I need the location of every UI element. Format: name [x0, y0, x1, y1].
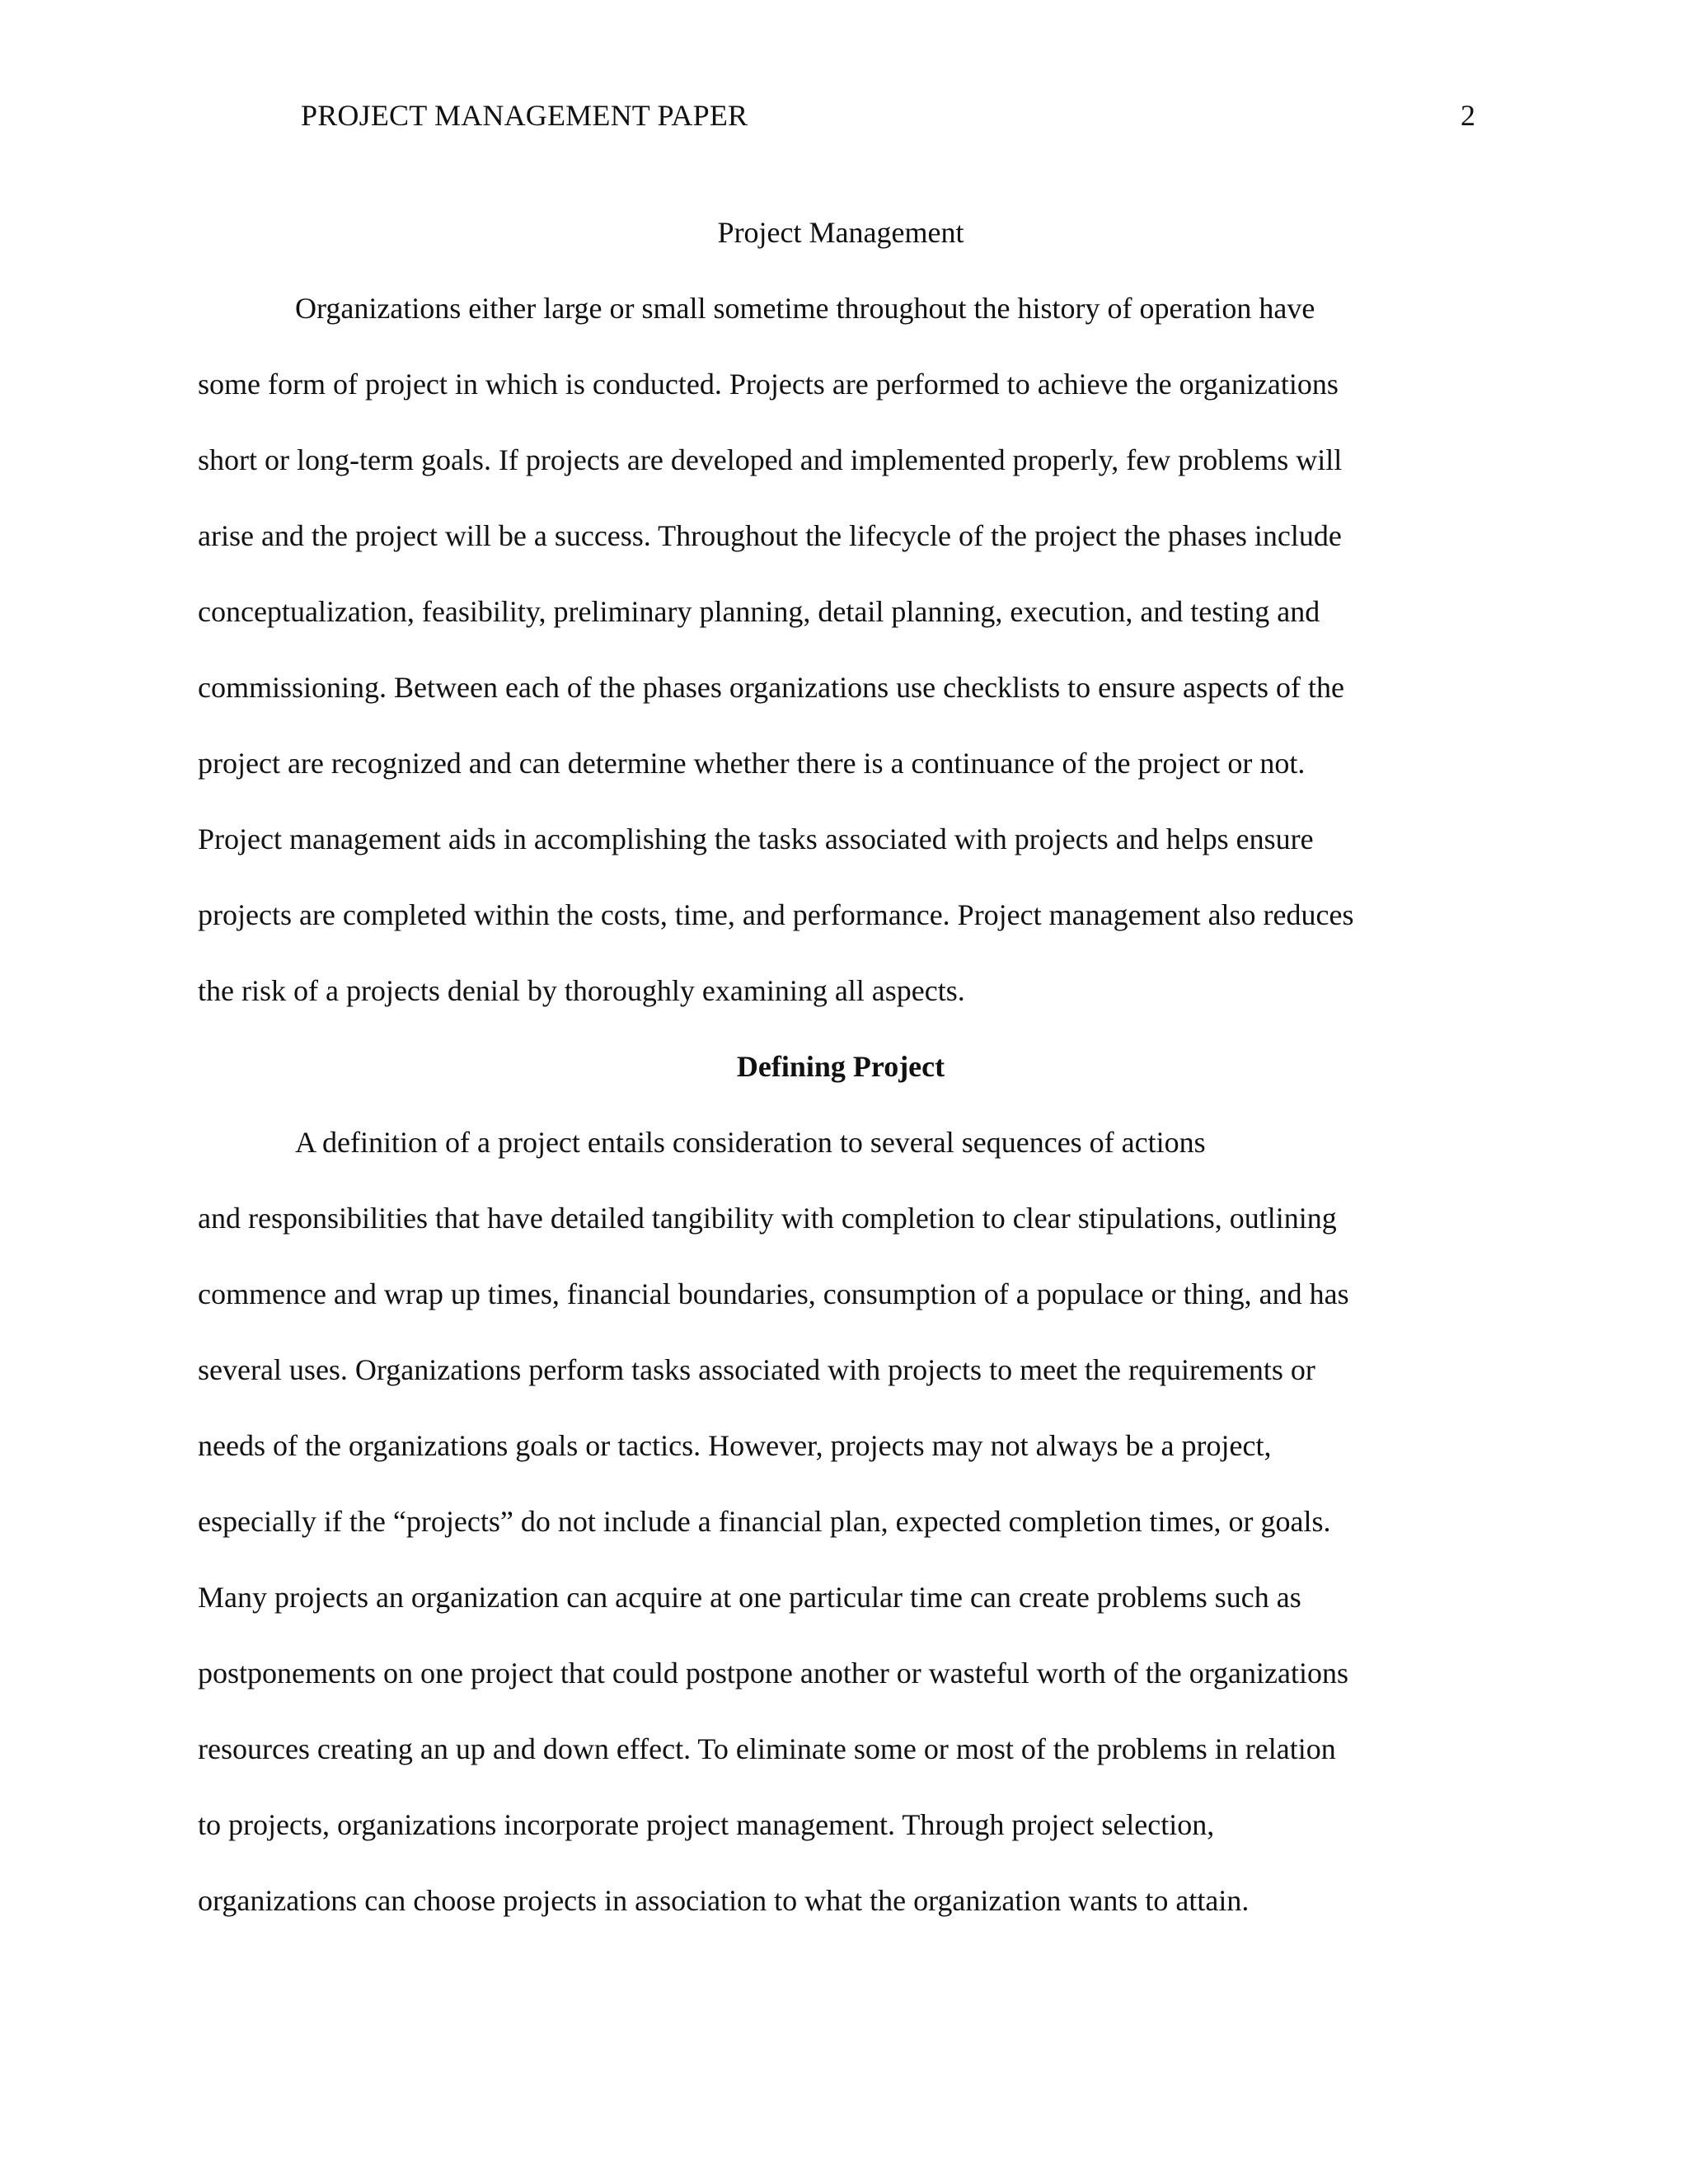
paragraph-line: arise and the project will be a success. Throughout the lifecycle of the project the phases include — [198, 519, 1342, 552]
paragraph-definition — [198, 1104, 1484, 1938]
document-title: Project Management — [717, 216, 964, 249]
paragraph-line: especially if the “projects” do not include a financial plan, expected completion times, or goals. — [198, 1505, 1331, 1538]
paragraph-line: conceptualization, feasibility, preliminary planning, detail planning, execution, and testing and — [198, 595, 1320, 628]
paragraph-line: commissioning. Between each of the phases organizations use checklists to ensure aspects of the — [198, 671, 1344, 704]
paragraph-line: resources creating an up and down effect. To eliminate some or most of the problems in relation — [198, 1732, 1336, 1765]
paragraph-line: projects are completed within the costs, time, and performance. Project management also reduces — [198, 898, 1354, 931]
document-body — [198, 194, 1484, 1938]
page-number: 2 — [1461, 99, 1475, 132]
paragraph-line: project are recognized and can determine whether there is a continuance of the project or not. — [198, 747, 1306, 780]
paragraph-line: some form of project in which is conducted. Projects are performed to achieve the organizations — [198, 368, 1339, 401]
paragraph-line: Many projects an organization can acquire at one particular time can create problems such as — [198, 1581, 1301, 1614]
paragraph-line: postponements on one project that could postpone another or wasteful worth of the organizations — [198, 1657, 1349, 1690]
running-head: PROJECT MANAGEMENT PAPER — [301, 99, 748, 132]
section-heading: Defining Project — [736, 1050, 945, 1083]
paragraph-intro — [198, 270, 1484, 1029]
paragraph-line: the risk of a projects denial by thoroughly examining all aspects. — [198, 974, 965, 1007]
paragraph-line: Project management aids in accomplishing the tasks associated with projects and helps ensure — [198, 823, 1314, 855]
paragraph-line: several uses. Organizations perform tasks associated with projects to meet the requirements or — [198, 1353, 1315, 1386]
paragraph-line: needs of the organizations goals or tactics. However, projects may not always be a project, — [198, 1429, 1272, 1462]
paragraph-line: organizations can choose projects in association to what the organization wants to attain. — [198, 1884, 1250, 1917]
paragraph-line: and responsibilities that have detailed tangibility with completion to clear stipulations, outlining — [198, 1202, 1337, 1235]
paragraph-line: Organizations either large or small sometime throughout the history of operation have — [295, 292, 1315, 325]
paragraph-line: commence and wrap up times, financial boundaries, consumption of a populace or thing, and has — [198, 1277, 1349, 1310]
paragraph-line: to projects, organizations incorporate project management. Through project selection, — [198, 1808, 1215, 1841]
paragraph-line: short or long-term goals. If projects are developed and implemented properly, few problems will — [198, 443, 1343, 476]
paragraph-line: A definition of a project entails consideration to several sequences of actions — [295, 1126, 1206, 1159]
